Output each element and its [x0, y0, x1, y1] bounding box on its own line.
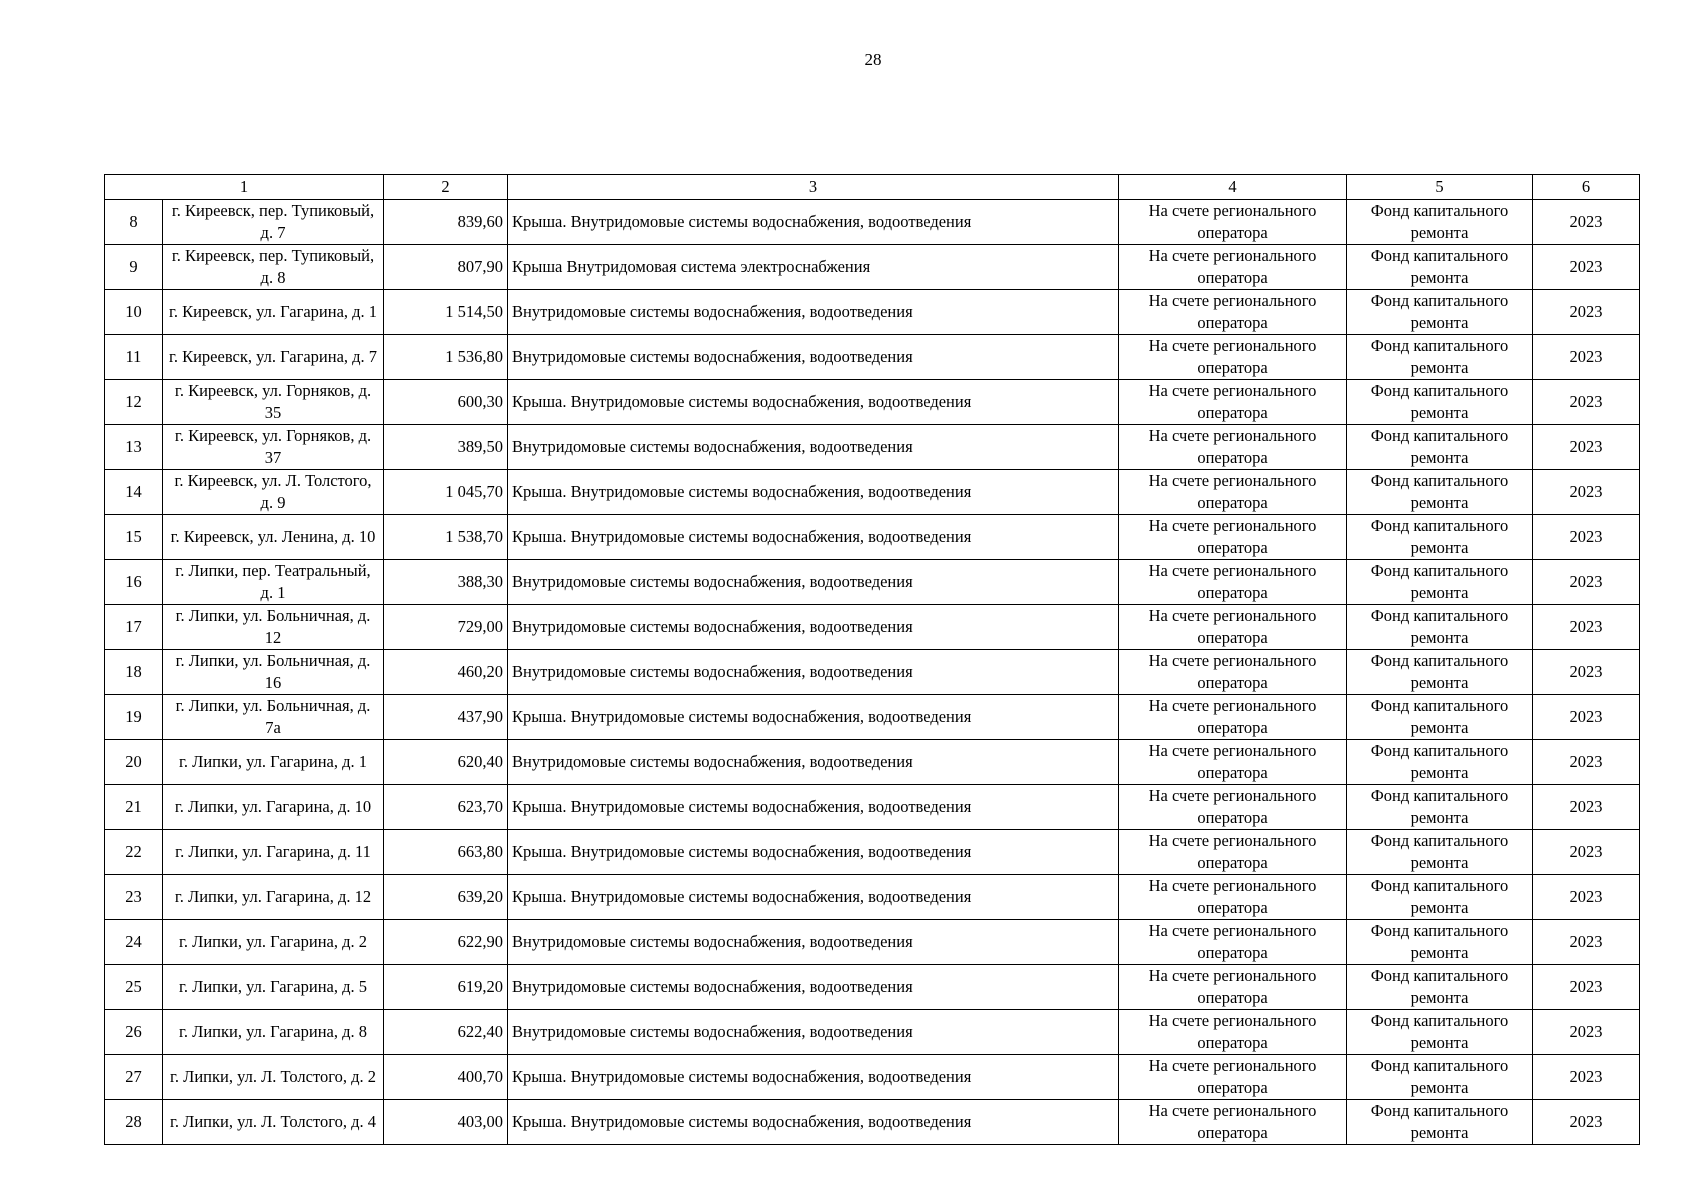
row-number-cell: 25 [105, 965, 163, 1010]
row-number-cell: 24 [105, 920, 163, 965]
account-cell: На счете регионального оператора [1119, 695, 1347, 740]
year-cell: 2023 [1533, 200, 1640, 245]
funding-source-cell: Фонд капитального ремонта [1347, 875, 1533, 920]
table-row [105, 920, 1640, 965]
address-cell: г. Киреевск, ул. Горняков, д. 35 [163, 380, 384, 425]
address-cell: г. Киреевск, ул. Гагарина, д. 1 [163, 290, 384, 335]
row-number-cell: 14 [105, 470, 163, 515]
header-col-4: 4 [1119, 175, 1347, 200]
area-cell: 622,40 [384, 1010, 508, 1055]
table-row [105, 1055, 1640, 1100]
account-cell: На счете регионального оператора [1119, 830, 1347, 875]
row-number-cell: 11 [105, 335, 163, 380]
area-cell: 839,60 [384, 200, 508, 245]
area-cell: 389,50 [384, 425, 508, 470]
table-row [105, 650, 1640, 695]
area-cell: 620,40 [384, 740, 508, 785]
account-cell: На счете регионального оператора [1119, 920, 1347, 965]
funding-source-cell: Фонд капитального ремонта [1347, 605, 1533, 650]
account-cell: На счете регионального оператора [1119, 1010, 1347, 1055]
funding-source-cell: Фонд капитального ремонта [1347, 515, 1533, 560]
funding-source-cell: Фонд капитального ремонта [1347, 425, 1533, 470]
works-cell: Крыша. Внутридомовые системы водоснабжения, водоотведения [508, 695, 1119, 740]
address-cell: г. Киреевск, ул. Горняков, д. 37 [163, 425, 384, 470]
table-row [105, 200, 1640, 245]
area-cell: 1 536,80 [384, 335, 508, 380]
area-cell: 729,00 [384, 605, 508, 650]
table-row [105, 785, 1640, 830]
year-cell: 2023 [1533, 875, 1640, 920]
year-cell: 2023 [1533, 740, 1640, 785]
funding-source-cell: Фонд капитального ремонта [1347, 650, 1533, 695]
row-number-cell: 17 [105, 605, 163, 650]
address-cell: г. Липки, ул. Больничная, д. 16 [163, 650, 384, 695]
works-cell: Внутридомовые системы водоснабжения, водоотведения [508, 605, 1119, 650]
address-cell: г. Липки, ул. Л. Толстого, д. 2 [163, 1055, 384, 1100]
year-cell: 2023 [1533, 695, 1640, 740]
address-cell: г. Киреевск, ул. Ленина, д. 10 [163, 515, 384, 560]
page-number: 28 [864, 50, 882, 69]
table-header-row [105, 175, 1640, 200]
row-number-cell: 8 [105, 200, 163, 245]
header-col-1: 1 [105, 175, 384, 200]
header-col-5: 5 [1347, 175, 1533, 200]
table-row [105, 470, 1640, 515]
area-cell: 1 538,70 [384, 515, 508, 560]
year-cell: 2023 [1533, 1010, 1640, 1055]
year-cell: 2023 [1533, 245, 1640, 290]
row-number-cell: 27 [105, 1055, 163, 1100]
works-cell: Крыша. Внутридомовые системы водоснабжения, водоотведения [508, 200, 1119, 245]
row-number-cell: 15 [105, 515, 163, 560]
address-cell: г. Киреевск, ул. Гагарина, д. 7 [163, 335, 384, 380]
table-row [105, 830, 1640, 875]
year-cell: 2023 [1533, 425, 1640, 470]
year-cell: 2023 [1533, 605, 1640, 650]
row-number-cell: 18 [105, 650, 163, 695]
address-cell: г. Липки, ул. Больничная, д. 12 [163, 605, 384, 650]
account-cell: На счете регионального оператора [1119, 965, 1347, 1010]
account-cell: На счете регионального оператора [1119, 650, 1347, 695]
year-cell: 2023 [1533, 290, 1640, 335]
account-cell: На счете регионального оператора [1119, 605, 1347, 650]
table-row [105, 1100, 1640, 1145]
works-cell: Крыша. Внутридомовые системы водоснабжения, водоотведения [508, 515, 1119, 560]
area-cell: 600,30 [384, 380, 508, 425]
account-cell: На счете регионального оператора [1119, 380, 1347, 425]
year-cell: 2023 [1533, 650, 1640, 695]
area-cell: 1 514,50 [384, 290, 508, 335]
table-row [105, 380, 1640, 425]
funding-source-cell: Фонд капитального ремонта [1347, 200, 1533, 245]
row-number-cell: 16 [105, 560, 163, 605]
works-cell: Крыша Внутридомовая система электроснабжения [508, 245, 1119, 290]
address-cell: г. Киреевск, пер. Тупиковый, д. 7 [163, 200, 384, 245]
works-cell: Внутридомовые системы водоснабжения, водоотведения [508, 920, 1119, 965]
works-cell: Внутридомовые системы водоснабжения, водоотведения [508, 560, 1119, 605]
account-cell: На счете регионального оператора [1119, 470, 1347, 515]
address-cell: г. Липки, ул. Гагарина, д. 1 [163, 740, 384, 785]
account-cell: На счете регионального оператора [1119, 245, 1347, 290]
area-cell: 460,20 [384, 650, 508, 695]
row-number-cell: 13 [105, 425, 163, 470]
address-cell: г. Липки, ул. Больничная, д. 7а [163, 695, 384, 740]
row-number-cell: 28 [105, 1100, 163, 1145]
account-cell: На счете регионального оператора [1119, 335, 1347, 380]
year-cell: 2023 [1533, 965, 1640, 1010]
area-cell: 639,20 [384, 875, 508, 920]
area-cell: 1 045,70 [384, 470, 508, 515]
area-cell: 403,00 [384, 1100, 508, 1145]
table-row [105, 740, 1640, 785]
address-cell: г. Липки, ул. Л. Толстого, д. 4 [163, 1100, 384, 1145]
year-cell: 2023 [1533, 785, 1640, 830]
table-row [105, 515, 1640, 560]
works-cell: Внутридомовые системы водоснабжения, водоотведения [508, 650, 1119, 695]
works-cell: Крыша. Внутридомовые системы водоснабжения, водоотведения [508, 380, 1119, 425]
table-row [105, 695, 1640, 740]
address-cell: г. Киреевск, ул. Л. Толстого, д. 9 [163, 470, 384, 515]
account-cell: На счете регионального оператора [1119, 875, 1347, 920]
table-row [105, 560, 1640, 605]
funding-source-cell: Фонд капитального ремонта [1347, 785, 1533, 830]
funding-source-cell: Фонд капитального ремонта [1347, 740, 1533, 785]
area-cell: 663,80 [384, 830, 508, 875]
account-cell: На счете регионального оператора [1119, 560, 1347, 605]
funding-source-cell: Фонд капитального ремонта [1347, 290, 1533, 335]
funding-source-cell: Фонд капитального ремонта [1347, 380, 1533, 425]
works-cell: Крыша. Внутридомовые системы водоснабжения, водоотведения [508, 875, 1119, 920]
funding-source-cell: Фонд капитального ремонта [1347, 1010, 1533, 1055]
funding-source-cell: Фонд капитального ремонта [1347, 965, 1533, 1010]
area-cell: 437,90 [384, 695, 508, 740]
header-col-6: 6 [1533, 175, 1640, 200]
funding-source-cell: Фонд капитального ремонта [1347, 335, 1533, 380]
table-row [105, 290, 1640, 335]
works-cell: Внутридомовые системы водоснабжения, водоотведения [508, 335, 1119, 380]
area-cell: 622,90 [384, 920, 508, 965]
works-cell: Внутридомовые системы водоснабжения, водоотведения [508, 290, 1119, 335]
account-cell: На счете регионального оператора [1119, 290, 1347, 335]
address-cell: г. Киреевск, пер. Тупиковый, д. 8 [163, 245, 384, 290]
account-cell: На счете регионального оператора [1119, 425, 1347, 470]
row-number-cell: 22 [105, 830, 163, 875]
header-col-3: 3 [508, 175, 1119, 200]
address-cell: г. Липки, ул. Гагарина, д. 11 [163, 830, 384, 875]
funding-source-cell: Фонд капитального ремонта [1347, 695, 1533, 740]
works-cell: Внутридомовые системы водоснабжения, водоотведения [508, 965, 1119, 1010]
table-row [105, 1010, 1640, 1055]
account-cell: На счете регионального оператора [1119, 1055, 1347, 1100]
table-row [105, 605, 1640, 650]
funding-source-cell: Фонд капитального ремонта [1347, 830, 1533, 875]
account-cell: На счете регионального оператора [1119, 200, 1347, 245]
works-cell: Внутридомовые системы водоснабжения, водоотведения [508, 425, 1119, 470]
account-cell: На счете регионального оператора [1119, 740, 1347, 785]
table-row [105, 965, 1640, 1010]
works-cell: Крыша. Внутридомовые системы водоснабжения, водоотведения [508, 1055, 1119, 1100]
address-cell: г. Липки, ул. Гагарина, д. 8 [163, 1010, 384, 1055]
row-number-cell: 12 [105, 380, 163, 425]
account-cell: На счете регионального оператора [1119, 1100, 1347, 1145]
area-cell: 807,90 [384, 245, 508, 290]
area-cell: 388,30 [384, 560, 508, 605]
works-cell: Крыша. Внутридомовые системы водоснабжения, водоотведения [508, 830, 1119, 875]
funding-source-cell: Фонд капитального ремонта [1347, 1100, 1533, 1145]
account-cell: На счете регионального оператора [1119, 785, 1347, 830]
address-cell: г. Липки, ул. Гагарина, д. 2 [163, 920, 384, 965]
works-cell: Внутридомовые системы водоснабжения, водоотведения [508, 1010, 1119, 1055]
row-number-cell: 23 [105, 875, 163, 920]
year-cell: 2023 [1533, 920, 1640, 965]
table-row [105, 245, 1640, 290]
area-cell: 623,70 [384, 785, 508, 830]
funding-source-cell: Фонд капитального ремонта [1347, 470, 1533, 515]
year-cell: 2023 [1533, 1100, 1640, 1145]
address-cell: г. Липки, ул. Гагарина, д. 12 [163, 875, 384, 920]
address-cell: г. Липки, пер. Театральный, д. 1 [163, 560, 384, 605]
works-cell: Крыша. Внутридомовые системы водоснабжения, водоотведения [508, 1100, 1119, 1145]
works-cell: Крыша. Внутридомовые системы водоснабжения, водоотведения [508, 470, 1119, 515]
repair-program-table [104, 174, 1640, 1145]
year-cell: 2023 [1533, 380, 1640, 425]
row-number-cell: 9 [105, 245, 163, 290]
row-number-cell: 10 [105, 290, 163, 335]
header-col-2: 2 [384, 175, 508, 200]
funding-source-cell: Фонд капитального ремонта [1347, 1055, 1533, 1100]
table-row [105, 875, 1640, 920]
year-cell: 2023 [1533, 470, 1640, 515]
area-cell: 400,70 [384, 1055, 508, 1100]
table-row [105, 425, 1640, 470]
year-cell: 2023 [1533, 1055, 1640, 1100]
year-cell: 2023 [1533, 335, 1640, 380]
row-number-cell: 26 [105, 1010, 163, 1055]
address-cell: г. Липки, ул. Гагарина, д. 10 [163, 785, 384, 830]
works-cell: Внутридомовые системы водоснабжения, водоотведения [508, 740, 1119, 785]
table-row [105, 335, 1640, 380]
row-number-cell: 21 [105, 785, 163, 830]
account-cell: На счете регионального оператора [1119, 515, 1347, 560]
works-cell: Крыша. Внутридомовые системы водоснабжения, водоотведения [508, 785, 1119, 830]
area-cell: 619,20 [384, 965, 508, 1010]
funding-source-cell: Фонд капитального ремонта [1347, 560, 1533, 605]
funding-source-cell: Фонд капитального ремонта [1347, 245, 1533, 290]
year-cell: 2023 [1533, 830, 1640, 875]
row-number-cell: 19 [105, 695, 163, 740]
row-number-cell: 20 [105, 740, 163, 785]
funding-source-cell: Фонд капитального ремонта [1347, 920, 1533, 965]
address-cell: г. Липки, ул. Гагарина, д. 5 [163, 965, 384, 1010]
year-cell: 2023 [1533, 515, 1640, 560]
year-cell: 2023 [1533, 560, 1640, 605]
